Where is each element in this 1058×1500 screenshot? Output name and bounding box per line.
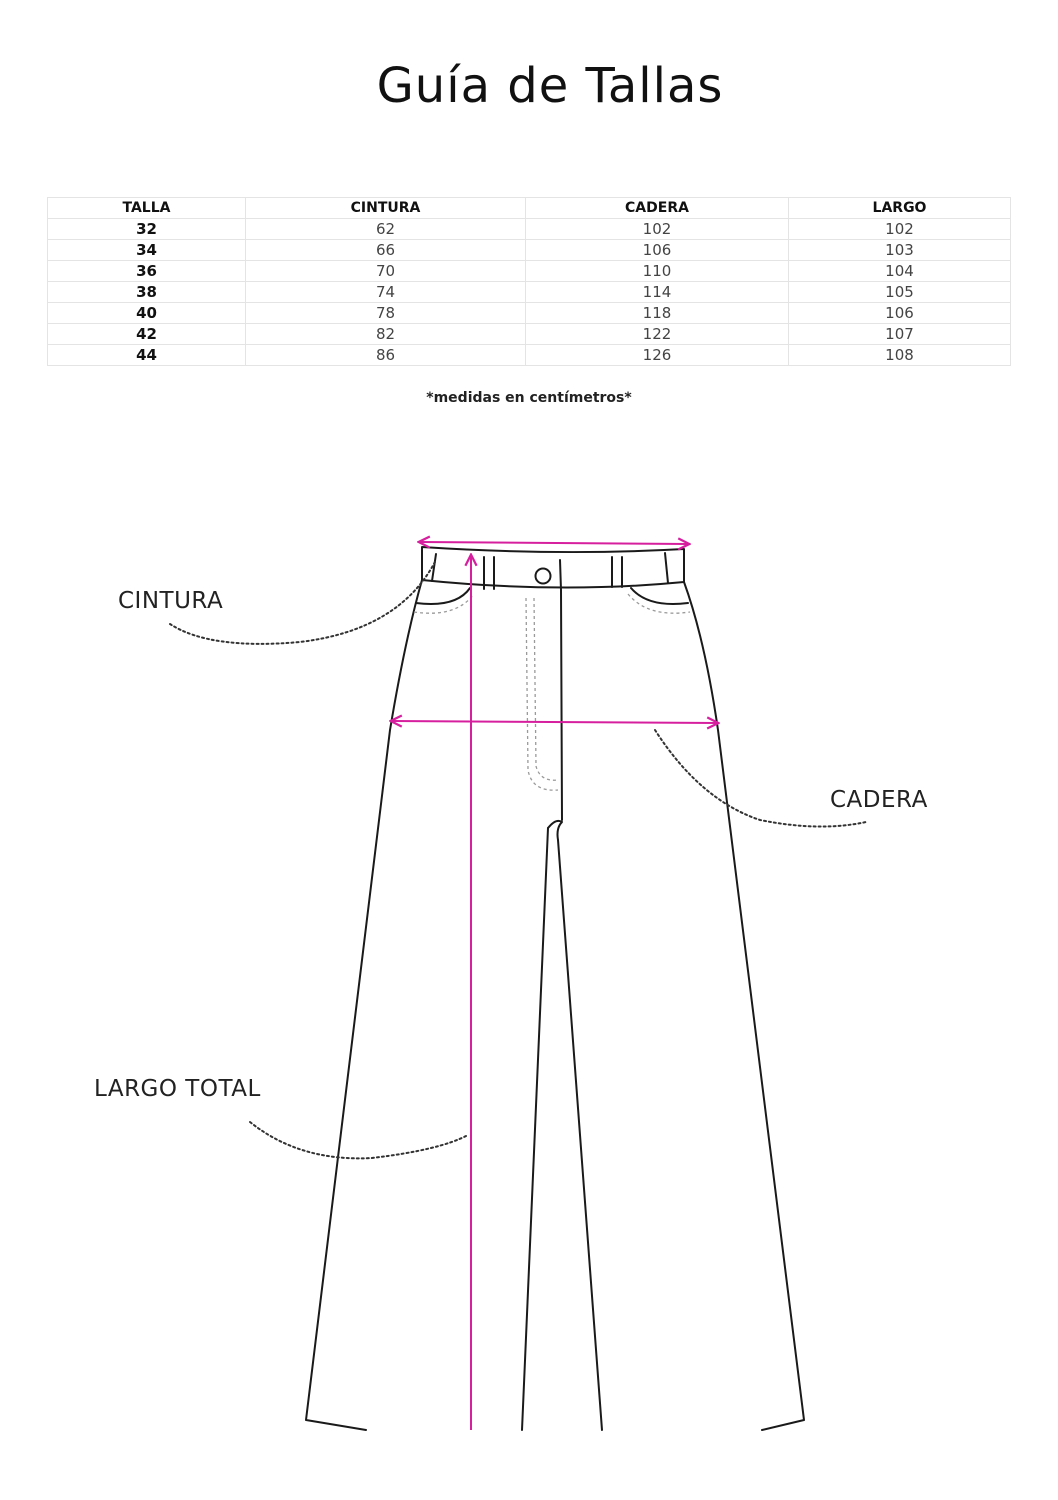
cell-cintura: 78 — [246, 303, 526, 324]
cell-talla: 38 — [48, 282, 246, 303]
cell-largo: 106 — [789, 303, 1011, 324]
cell-talla: 42 — [48, 324, 246, 345]
fly-stitch — [526, 598, 558, 790]
crotch-curve — [548, 821, 562, 840]
cell-cadera: 118 — [526, 303, 789, 324]
largo-leader — [250, 1122, 468, 1158]
belt-loop — [665, 553, 668, 583]
waist-measure-arrow — [420, 542, 688, 544]
cell-talla: 32 — [48, 219, 246, 240]
button-icon — [536, 569, 551, 584]
right-leg-outline — [684, 582, 804, 1430]
cell-cadera: 122 — [526, 324, 789, 345]
cell-cintura: 74 — [246, 282, 526, 303]
cell-talla: 36 — [48, 261, 246, 282]
label-cintura: CINTURA — [118, 588, 224, 614]
left-inseam — [522, 828, 548, 1430]
cell-cadera: 110 — [526, 261, 789, 282]
cell-largo: 105 — [789, 282, 1011, 303]
stitching — [414, 594, 690, 790]
cell-cintura: 62 — [246, 219, 526, 240]
cell-talla: 34 — [48, 240, 246, 261]
units-note: *medidas en centímetros* — [426, 390, 632, 406]
cell-largo: 104 — [789, 261, 1011, 282]
pants-outline — [306, 547, 804, 1430]
fly-line — [560, 560, 562, 820]
left-pocket — [416, 588, 470, 604]
cell-cadera: 126 — [526, 345, 789, 366]
right-pocket — [631, 588, 688, 604]
page-title: Guía de Tallas — [376, 58, 724, 114]
cell-cintura: 86 — [246, 345, 526, 366]
header-cintura: CINTURA — [246, 198, 526, 219]
cell-cintura: 66 — [246, 240, 526, 261]
cell-cintura: 82 — [246, 324, 526, 345]
label-cadera: CADERA — [830, 787, 928, 813]
header-cadera: CADERA — [526, 198, 789, 219]
cell-cadera: 106 — [526, 240, 789, 261]
cell-largo: 107 — [789, 324, 1011, 345]
header-largo: LARGO — [789, 198, 1011, 219]
waistband — [422, 547, 684, 588]
measure-lines — [392, 542, 717, 1430]
cell-talla: 40 — [48, 303, 246, 324]
cell-largo: 102 — [789, 219, 1011, 240]
cell-largo: 103 — [789, 240, 1011, 261]
label-largo-total: LARGO TOTAL — [94, 1076, 261, 1102]
right-inseam — [558, 840, 602, 1430]
header-talla: TALLA — [48, 198, 246, 219]
hip-measure-arrow — [392, 721, 717, 723]
cell-cadera: 114 — [526, 282, 789, 303]
cell-talla: 44 — [48, 345, 246, 366]
fly-stitch-inner — [534, 598, 558, 780]
leader-lines — [170, 560, 866, 1158]
left-leg-outline — [306, 580, 422, 1430]
cell-cadera: 102 — [526, 219, 789, 240]
cell-cintura: 70 — [246, 261, 526, 282]
cell-largo: 108 — [789, 345, 1011, 366]
